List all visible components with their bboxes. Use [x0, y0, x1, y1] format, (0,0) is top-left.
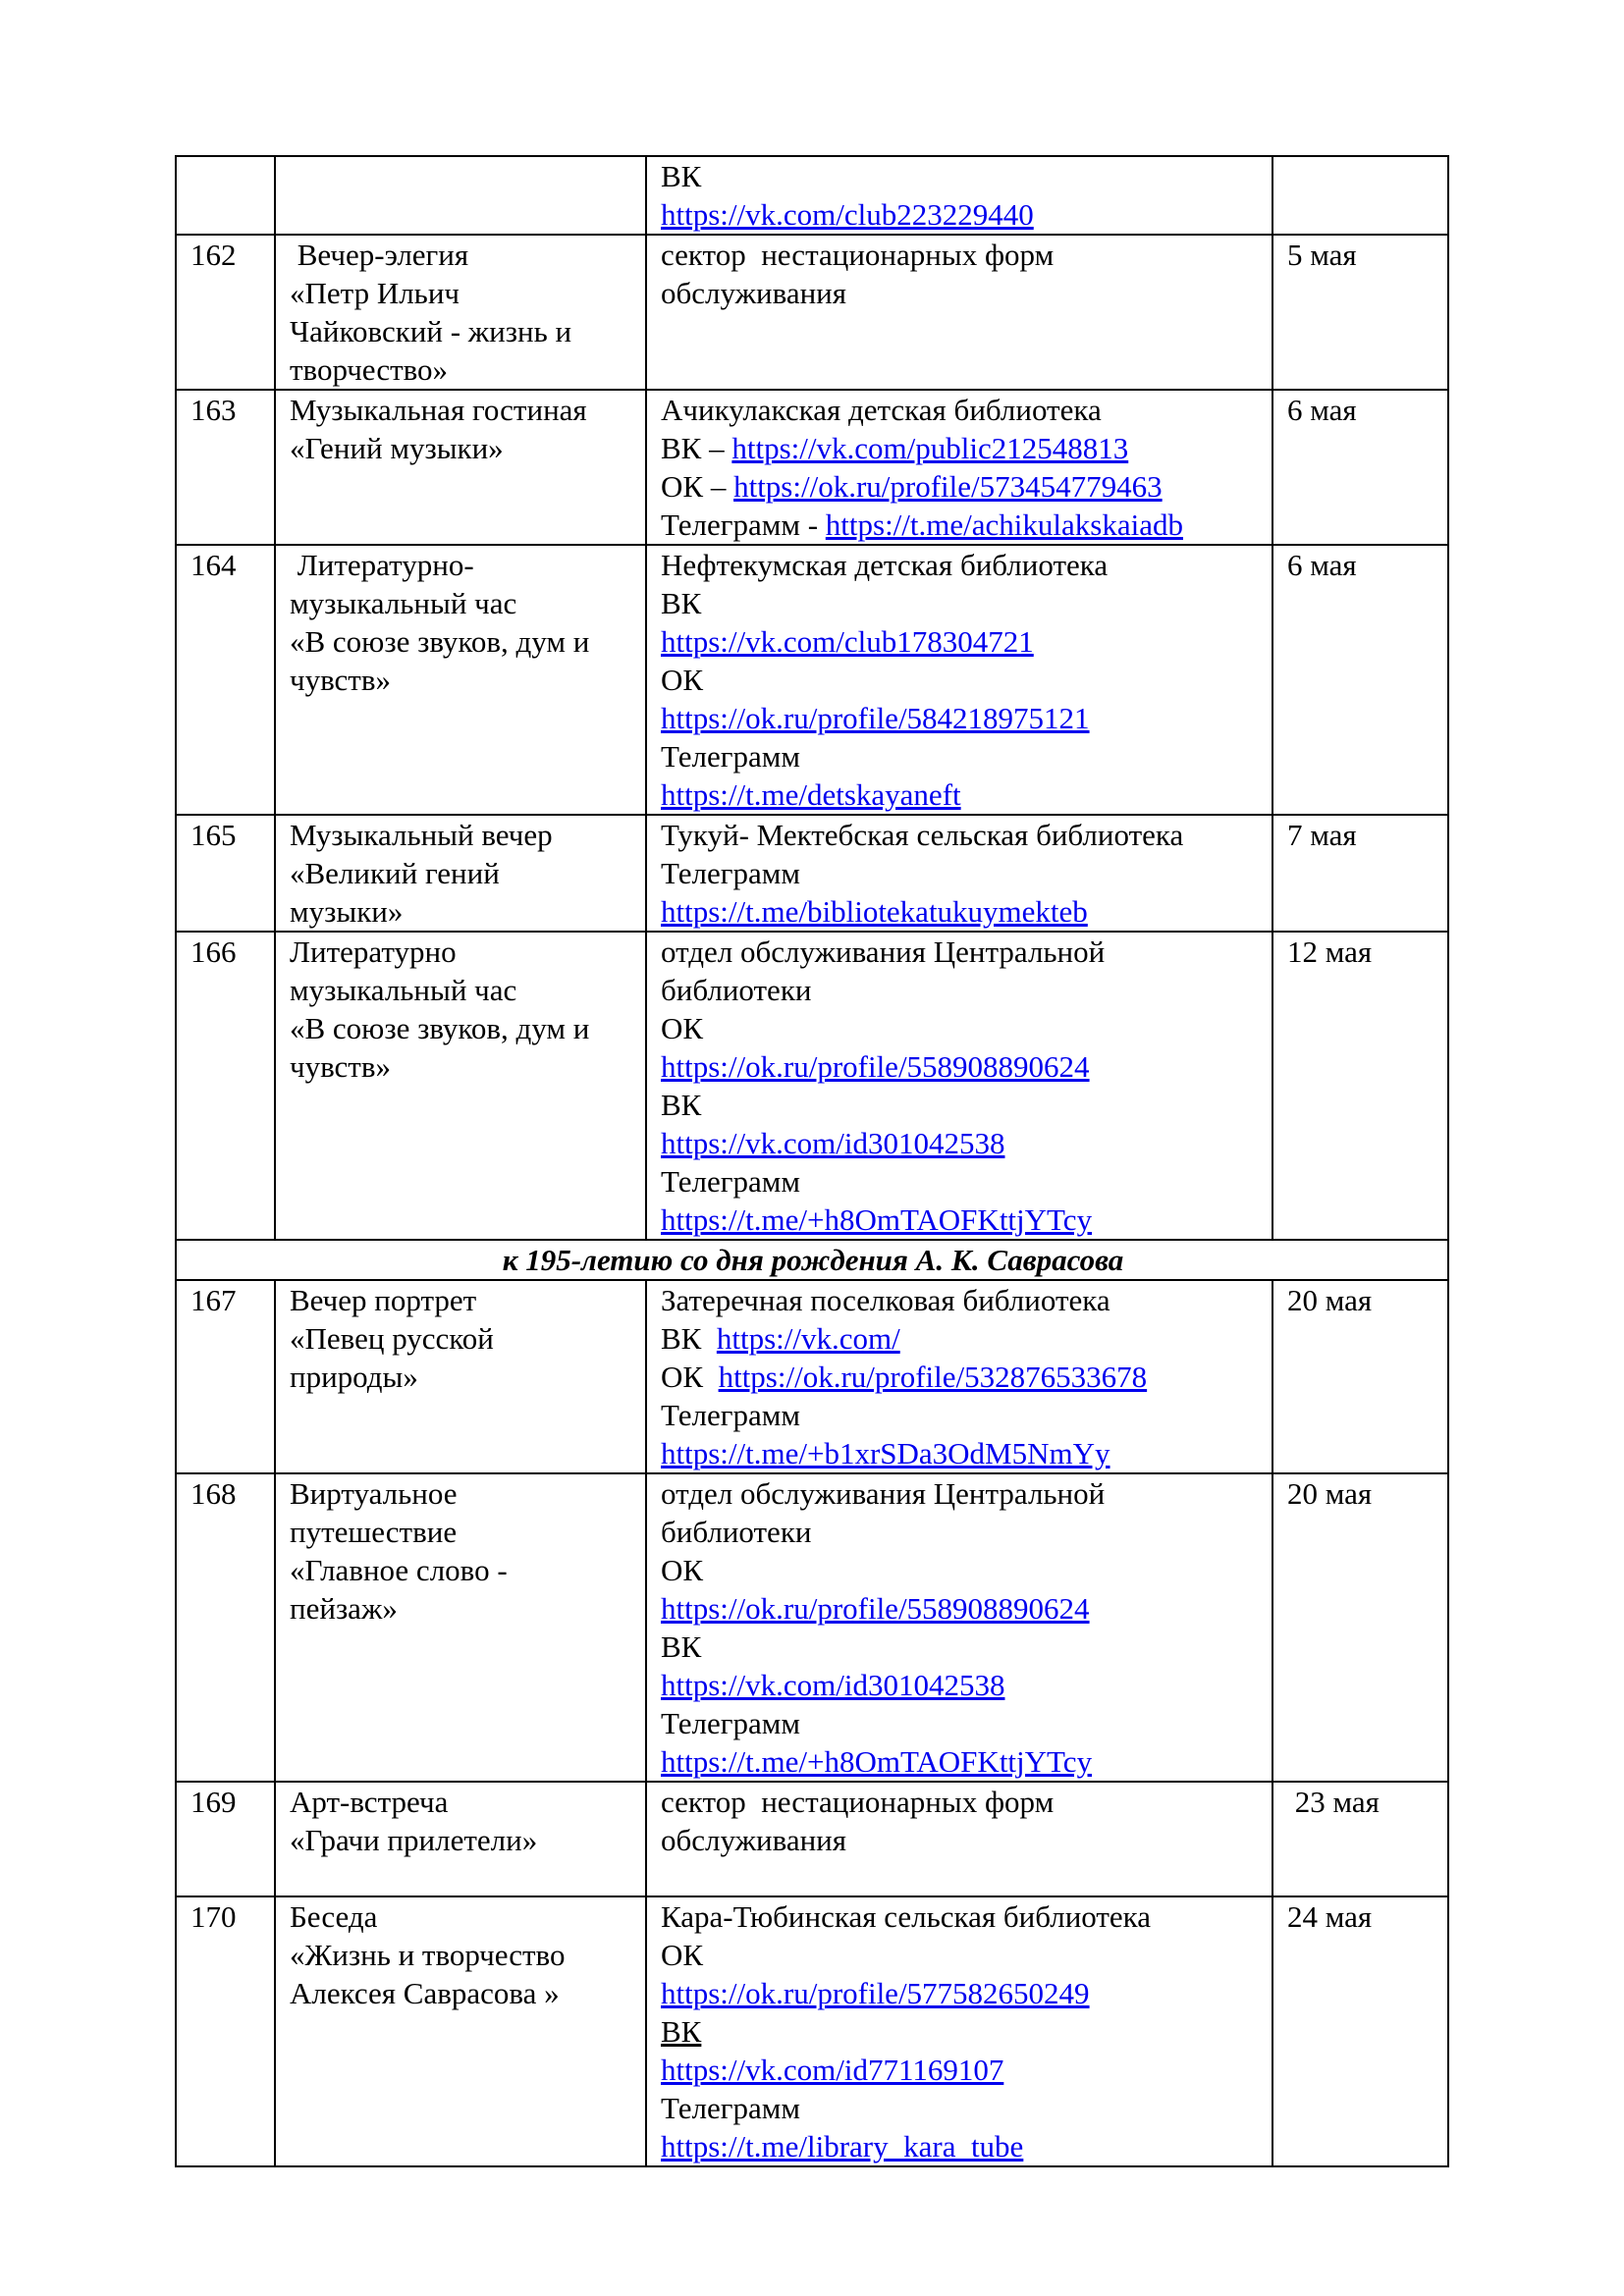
social-link[interactable]: https://ok.ru/profile/584218975121 [661, 701, 1090, 735]
venue-line [661, 1124, 1260, 1162]
venue-line [661, 506, 1260, 544]
event-title-cell [275, 1473, 646, 1782]
venue-line [661, 1358, 1260, 1396]
venue-line [661, 699, 1260, 737]
venue-cell [646, 1896, 1272, 2166]
event-title-cell [275, 932, 646, 1240]
event-title-line: Литературно [290, 934, 457, 969]
events-table [175, 155, 1449, 2167]
venue-line [661, 622, 1260, 661]
social-link[interactable]: https://vk.com/id771169107 [661, 2053, 1004, 2087]
venue-line [661, 467, 1260, 506]
table-row [176, 390, 1448, 545]
table-body-after [176, 1280, 1448, 2166]
event-title-line: Вечер-элегия [290, 238, 469, 272]
event-title-line: творчество» [290, 352, 449, 387]
venue-text: Телеграмм - [661, 507, 826, 542]
venue-line [661, 1201, 1260, 1239]
social-link[interactable]: https://ok.ru/profile/558908890624 [661, 1049, 1090, 1084]
event-title-line: «Гений музыки» [290, 431, 504, 465]
event-title-line: Чайковский - жизнь и [290, 314, 572, 348]
venue-text: Телеграмм [661, 2091, 800, 2125]
event-title-cell [275, 1896, 646, 2166]
event-title-line: «Грачи прилетели» [290, 1823, 538, 1857]
venue-text: ВК [661, 1629, 702, 1664]
venue-line [661, 2012, 1260, 2051]
event-title-line: Виртуальное [290, 1476, 458, 1511]
social-link[interactable]: https://ok.ru/profile/577582650249 [661, 1976, 1090, 2010]
event-title-line: «В союзе звуков, дум и [290, 624, 590, 659]
table-row [176, 1280, 1448, 1473]
social-link[interactable]: https://vk.com/id301042538 [661, 1126, 1005, 1160]
venue-line [661, 1009, 1260, 1047]
row-number-cell [176, 156, 275, 235]
venue-cell [646, 1280, 1272, 1473]
venue-text: отдел обслуживания Центральной [661, 1476, 1106, 1511]
event-date-cell [1272, 156, 1448, 235]
row-number-cell: 163 [176, 390, 275, 545]
event-title-cell [275, 390, 646, 545]
venue-line [661, 1666, 1260, 1704]
venue-line [661, 429, 1260, 467]
venue-cell [646, 390, 1272, 545]
social-link[interactable]: https://t.me/library_kara_tube [661, 2129, 1024, 2163]
table-row [176, 932, 1448, 1240]
venue-line [661, 1047, 1260, 1086]
venue-text: ОК [661, 663, 704, 697]
venue-line [661, 2089, 1260, 2127]
venue-text: ОК – [661, 469, 734, 504]
social-link[interactable]: https://ok.ru/profile/573454779463 [733, 469, 1163, 504]
social-link[interactable]: https://t.me/achikulakskaiadb [825, 507, 1183, 542]
event-date-cell: 23 мая [1272, 1782, 1448, 1896]
event-title-cell [275, 545, 646, 815]
social-link[interactable]: https://vk.com/id301042538 [661, 1668, 1005, 1702]
event-title-line: Беседа [290, 1899, 378, 1934]
row-number-cell: 164 [176, 545, 275, 815]
table-row [176, 235, 1448, 390]
row-number-cell: 166 [176, 932, 275, 1240]
event-title-line: Литературно- [290, 548, 474, 582]
social-link[interactable]: https://ok.ru/profile/532876533678 [718, 1360, 1148, 1394]
event-date-cell: 20 мая [1272, 1280, 1448, 1473]
event-title-line: «Петр Ильич [290, 276, 460, 310]
venue-text: Телеграмм [661, 856, 800, 890]
event-date-cell: 5 мая [1272, 235, 1448, 390]
venue-cell [646, 235, 1272, 390]
event-title-line: «Жизнь и творчество [290, 1938, 566, 1972]
venue-cell [646, 156, 1272, 235]
section-header-row [176, 1240, 1448, 1280]
social-link[interactable]: https://t.me/+h8OmTAOFKttjYTcy [661, 1744, 1093, 1779]
venue-line [661, 854, 1260, 892]
event-title-cell [275, 1782, 646, 1896]
event-title-line: путешествие [290, 1515, 458, 1549]
table-row [176, 156, 1448, 235]
venue-text: ВК [661, 1321, 717, 1356]
row-number-cell: 168 [176, 1473, 275, 1782]
venue-text: Телеграмм [661, 1706, 800, 1740]
venue-line [661, 274, 1260, 312]
section-title: к 195-летию со дня рождения А. К. Саврасова [176, 1240, 1448, 1280]
event-title-line: музыки» [290, 894, 404, 929]
venue-line [661, 2127, 1260, 2165]
venue-line [661, 1742, 1260, 1781]
social-link[interactable]: https://ok.ru/profile/558908890624 [661, 1591, 1090, 1626]
event-title-line: «Главное слово - [290, 1553, 508, 1587]
venue-line [661, 816, 1260, 854]
event-title-line: чувств» [290, 663, 391, 697]
venue-line [661, 2051, 1260, 2089]
venue-text: Тукуй- Мектебская сельская библиотека [661, 818, 1184, 852]
table-row [176, 815, 1448, 932]
venue-text: ОК [661, 1938, 704, 1972]
venue-line [661, 157, 1260, 195]
event-title-line: природы» [290, 1360, 418, 1394]
venue-text: отдел обслуживания Центральной [661, 934, 1106, 969]
event-title-line: «Певец русской [290, 1321, 494, 1356]
event-title-line: Вечер портрет [290, 1283, 477, 1317]
venue-text: ВК [661, 159, 702, 193]
event-title-line: чувств» [290, 1049, 391, 1084]
venue-text: ВК – [661, 431, 732, 465]
venue-text: Телеграмм [661, 739, 800, 774]
venue-text: обслуживания [661, 1823, 847, 1857]
event-title-line: Алексея Саврасова » [290, 1976, 560, 2010]
venue-cell [646, 815, 1272, 932]
event-date-cell: 12 мая [1272, 932, 1448, 1240]
venue-line [661, 1162, 1260, 1201]
event-date-cell: 7 мая [1272, 815, 1448, 932]
venue-line [661, 1396, 1260, 1434]
venue-line [661, 892, 1260, 931]
venue-line [661, 1281, 1260, 1319]
venue-line [661, 1897, 1260, 1936]
venue-line [661, 1821, 1260, 1859]
venue-line [661, 1319, 1260, 1358]
venue-line [661, 1551, 1260, 1589]
event-title-line: «Великий гений [290, 856, 500, 890]
venue-line [661, 1704, 1260, 1742]
venue-line [661, 1628, 1260, 1666]
venue-line [661, 546, 1260, 584]
venue-cell [646, 1473, 1272, 1782]
venue-line [661, 1589, 1260, 1628]
venue-cell [646, 545, 1272, 815]
venue-text: сектор нестационарных форм [661, 1785, 1055, 1819]
venue-text: ОК [661, 1360, 719, 1394]
venue-line [661, 1783, 1260, 1821]
venue-line [661, 391, 1260, 429]
venue-text: ВК [661, 1088, 702, 1122]
row-number-cell: 169 [176, 1782, 275, 1896]
row-number-cell: 162 [176, 235, 275, 390]
event-date-cell: 6 мая [1272, 545, 1448, 815]
venue-line [661, 236, 1260, 274]
social-link[interactable]: https://vk.com/club223229440 [661, 197, 1034, 232]
venue-text: ОК [661, 1011, 704, 1045]
row-number-cell: 165 [176, 815, 275, 932]
social-link[interactable]: https://t.me/+b1xrSDa3OdM5NmYy [661, 1436, 1110, 1470]
social-link[interactable]: https://vk.com/ [716, 1321, 900, 1356]
social-link[interactable]: https://t.me/+h8OmTAOFKttjYTcy [661, 1202, 1093, 1237]
venue-line [661, 1513, 1260, 1551]
section-header-body [176, 1240, 1448, 1280]
event-date-cell: 24 мая [1272, 1896, 1448, 2166]
venue-line [661, 1474, 1260, 1513]
event-title-line: пейзаж» [290, 1591, 398, 1626]
row-number-cell: 170 [176, 1896, 275, 2166]
social-link[interactable]: https://vk.com/club178304721 [661, 624, 1034, 659]
event-title-cell [275, 156, 646, 235]
venue-line [661, 933, 1260, 971]
venue-line [661, 971, 1260, 1009]
venue-line [661, 1936, 1260, 1974]
venue-text: ВК [661, 586, 702, 620]
venue-text: Ачикулакская детская библиотека [661, 393, 1102, 427]
social-link[interactable]: https://t.me/detskayaneft [661, 777, 961, 812]
venue-line [661, 584, 1260, 622]
table-row [176, 1473, 1448, 1782]
row-number-cell: 167 [176, 1280, 275, 1473]
venue-text: библиотеки [661, 1515, 812, 1549]
venue-text: сектор нестационарных форм [661, 238, 1055, 272]
event-date-cell: 20 мая [1272, 1473, 1448, 1782]
table-row [176, 545, 1448, 815]
venue-text: библиотеки [661, 973, 812, 1007]
event-title-line: Музыкальный вечер [290, 818, 553, 852]
event-title-cell [275, 1280, 646, 1473]
event-title-line: Арт-встреча [290, 1785, 449, 1819]
social-link[interactable]: https://t.me/bibliotekatukuymekteb [661, 894, 1088, 929]
venue-text: Телеграмм [661, 1398, 800, 1432]
event-date-cell: 6 мая [1272, 390, 1448, 545]
table-body-before [176, 156, 1448, 1240]
venue-cell [646, 1782, 1272, 1896]
venue-text: Кара-Тюбинская сельская библиотека [661, 1899, 1152, 1934]
table-row [176, 1782, 1448, 1896]
event-title-line: Музыкальная гостиная [290, 393, 587, 427]
event-title-line: музыкальный час [290, 973, 517, 1007]
venue-line [661, 1434, 1260, 1472]
event-title-cell [275, 815, 646, 932]
venue-text: ОК [661, 1553, 704, 1587]
venue-cell [646, 932, 1272, 1240]
venue-line [661, 775, 1260, 814]
event-title-line: «В союзе звуков, дум и [290, 1011, 590, 1045]
venue-text: обслуживания [661, 276, 847, 310]
venue-line [661, 1086, 1260, 1124]
venue-line [661, 1974, 1260, 2012]
venue-text: Нефтекумская детская библиотека [661, 548, 1109, 582]
venue-text: Затеречная поселковая библиотека [661, 1283, 1110, 1317]
table-row [176, 1896, 1448, 2166]
venue-line [661, 737, 1260, 775]
venue-text: Телеграмм [661, 1164, 800, 1199]
venue-text: ВК [661, 2014, 702, 2049]
event-title-cell [275, 235, 646, 390]
social-link[interactable]: https://vk.com/public212548813 [731, 431, 1129, 465]
venue-line [661, 661, 1260, 699]
venue-line [661, 195, 1260, 234]
event-title-line: музыкальный час [290, 586, 517, 620]
